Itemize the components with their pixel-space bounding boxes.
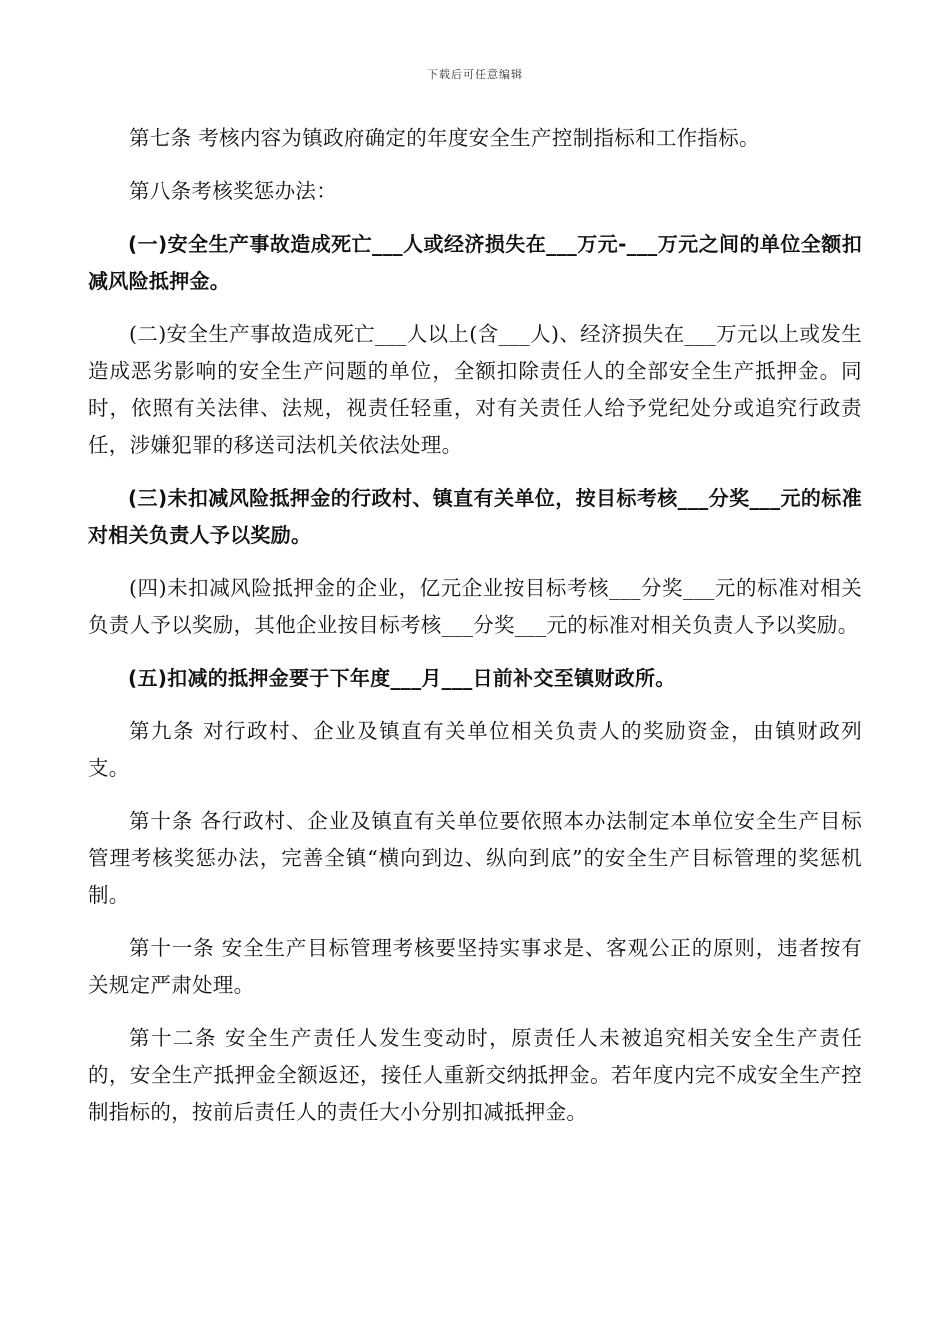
article-9: 第九条 对行政村、企业及镇直有关单位相关负责人的奖励资金，由镇财政列支。 bbox=[88, 719, 862, 780]
article-11: 第十一条 安全生产目标管理考核要坚持实事求是、客观公正的原则，违者按有关规定严肃处理。 bbox=[88, 936, 862, 997]
article-10: 第十条 各行政村、企业及镇直有关单位要依照本办法制定本单位安全生产目标管理考核奖惩办法，完善全镇“横向到边、纵向到底”的安全生产目标管理的奖惩机制。 bbox=[88, 809, 862, 907]
article-8-item-2: (二)安全生产事故造成死亡___人以上(含___人)、经济损失在___万元以上或发生造成恶劣影响的安全生产问题的单位，全额扣除责任人的全部安全生产抵押金。同时，依照有关法律、法规，视责任轻重，对有关责任人给予党纪处分或追究行政责任，涉嫌犯罪的移送司法机关依法处理。 bbox=[88, 322, 862, 457]
article-8-item-3: (三)未扣减风险抵押金的行政村、镇直有关单位，按目标考核___分奖___元的标准对相关负责人予以奖励。 bbox=[88, 486, 862, 547]
article-12: 第十二条 安全生产责任人发生变动时，原责任人未被追究相关安全生产责任的，安全生产抵押金全额返还，接任人重新交纳抵押金。若年度内完不成安全生产控制指标的，按前后责任人的责任大小分别扣减抵押金。 bbox=[88, 1026, 862, 1124]
article-7: 第七条 考核内容为镇政府确定的年度安全生产控制指标和工作指标。 bbox=[129, 126, 760, 150]
article-8-heading: 第八条考核奖惩办法： bbox=[129, 179, 337, 203]
header-note: 下载后可任意编辑 bbox=[427, 68, 523, 81]
article-8-item-4: (四)未扣减风险抵押金的企业，亿元企业按目标考核___分奖___元的标准对相关负责人予以奖励，其他企业按目标考核___分奖___元的标准对相关负责人予以奖励。 bbox=[88, 576, 862, 637]
article-8-item-5: (五)扣减的抵押金要于下年度___月___日前补交至镇财政所。 bbox=[128, 666, 676, 690]
article-8-item-1: (一)安全生产事故造成死亡___人或经济损失在___万元-___万元之间的单位全额扣减风险抵押金。 bbox=[88, 232, 862, 293]
document-body bbox=[88, 120, 862, 1147]
